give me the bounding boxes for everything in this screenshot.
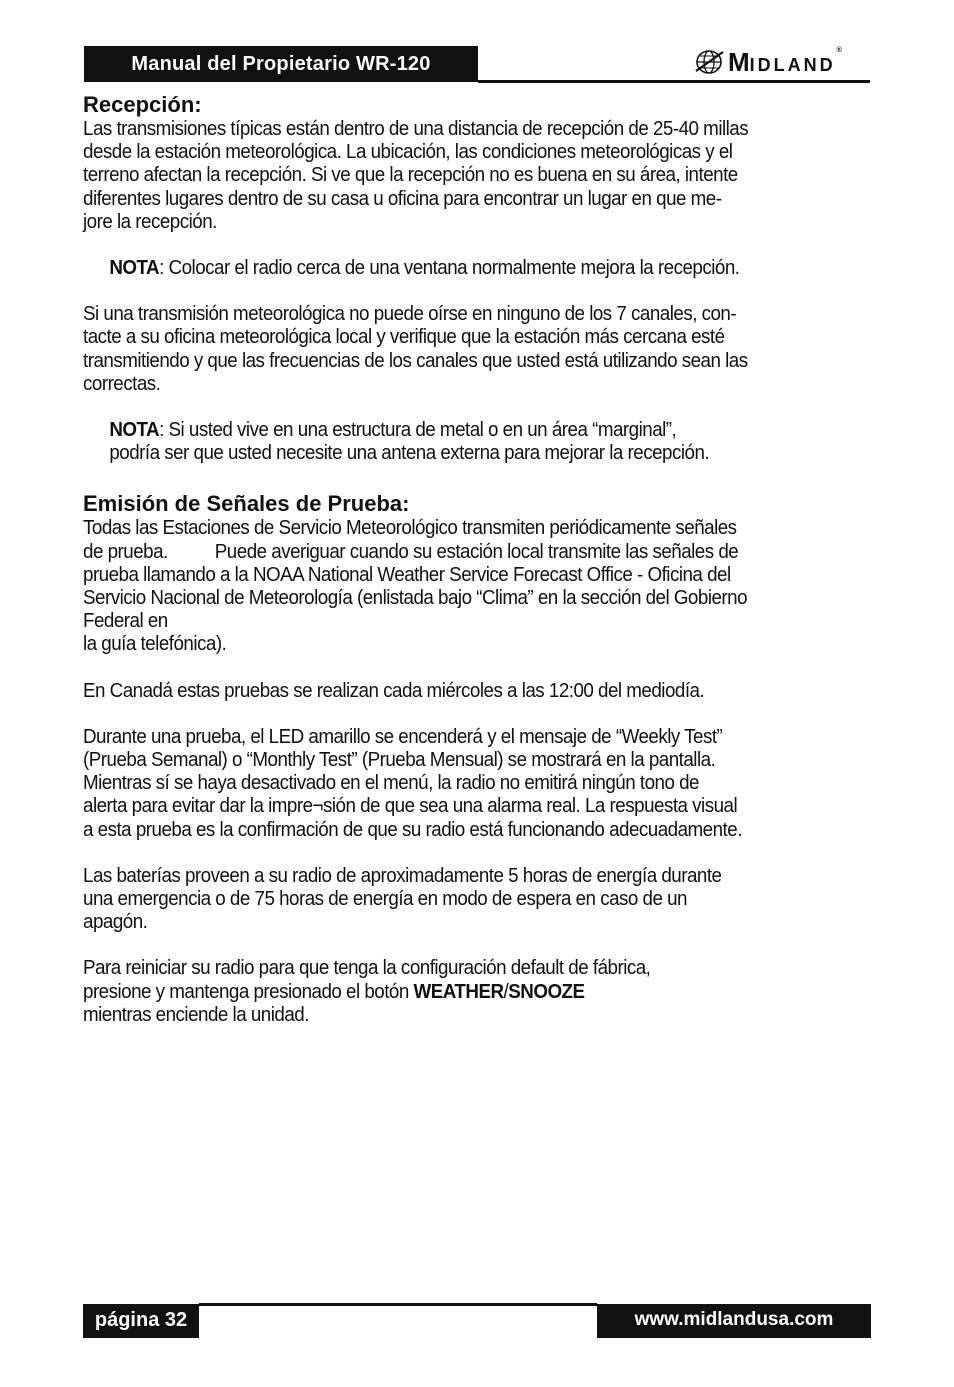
- reception-line-4: diferentes lugares dentro de su casa u oficina para encontrar un lugar en que me-: [83, 187, 722, 210]
- reception2-line-2: tacte a su oficina meteorológica local y verifique que la estación más cercana esté: [83, 326, 725, 349]
- note-2-line-1: NOTA: Si usted vive en una estructura de metal o en un área “marginal”,: [109, 419, 677, 442]
- reception-line-1: Las transmisiones típicas están dentro de una distancia de recepción de 25-40 millas: [83, 118, 749, 140]
- note-1: NOTA: Colocar el radio cerca de una ventana normalmente mejora la recepción.: [109, 257, 740, 280]
- section-heading-reception: Recepción:: [83, 92, 202, 117]
- test-line-4: Servicio Nacional de Meteorología (enlistada bajo “Clima” en la sección del Gobierno: [83, 587, 748, 610]
- reception-line-3: terreno afectan la recepción. Si ve que la recepción no es buena en su área, intente: [83, 164, 738, 187]
- during-line-1: Durante una prueba, el LED amarillo se encenderá y el mensaje de “Weekly Test”: [83, 725, 723, 748]
- globe-icon: [694, 47, 726, 77]
- during-line-3: Mientras sí se haya desactivado en el menú, la radio no emitirá ningún tono de: [83, 772, 699, 795]
- logo-text: MIDLAND®: [728, 46, 845, 77]
- during-line-2: (Prueba Semanal) o “Monthly Test” (Prueba Mensual) se mostrará en la pantalla.: [83, 749, 716, 772]
- note-label: NOTA: [109, 419, 160, 442]
- reset-line-3: mientras enciende la unidad.: [83, 1003, 309, 1026]
- batteries-line-3: apagón.: [83, 911, 148, 934]
- reception-line-5: jore la recepción.: [83, 210, 217, 233]
- reset-line-1: Para reiniciar su radio para que tenga la configuración default de fábrica,: [83, 957, 651, 980]
- during-line-5: a esta prueba es la confirmación de que su radio está funcionando adecuadamente.: [83, 818, 742, 841]
- header-rule: [478, 80, 870, 83]
- test-line-1: Todas las Estaciones de Servicio Meteorológico transmiten periódicamente señales: [83, 517, 737, 540]
- section-heading-test: Emisión de Señales de Prueba:: [83, 491, 410, 517]
- reception-line-2: desde la estación meteorológica. La ubicación, las condiciones meteorológicas y el: [83, 141, 733, 164]
- test-line-2: de prueba. Puede averiguar cuando su estación local transmite las señales de: [83, 540, 739, 563]
- reset-line-2: presione y mantenga presionado el botón WEATHER/SNOOZE: [83, 980, 585, 1003]
- reception2-line-1: Si una transmisión meteorológica no puede oírse en ninguno de los 7 canales, con-: [83, 303, 737, 326]
- batteries-line-1: Las baterías proveen a su radio de aproximadamente 5 horas de energía durante: [83, 864, 722, 887]
- canada-line: En Canadá estas pruebas se realizan cada miércoles a las 12:00 del mediodía.: [83, 679, 705, 702]
- snooze-button-label: SNOOZE: [508, 980, 585, 1003]
- batteries-line-2: una emergencia o de 75 horas de energía en modo de espera en caso de un: [83, 888, 688, 911]
- page-content: [83, 92, 875, 1027]
- header-title: Manual del Propietario WR-120: [84, 46, 478, 82]
- test-line-5: Federal en: [83, 610, 168, 633]
- footer-rule: [199, 1303, 597, 1306]
- reception2-line-4: correctas.: [83, 372, 161, 395]
- page-number: página 32: [83, 1304, 199, 1338]
- note-label: NOTA: [109, 257, 160, 280]
- test-line-6: la guía telefónica).: [83, 633, 227, 656]
- weather-button-label: WEATHER: [413, 980, 504, 1003]
- footer-url: www.midlandusa.com: [597, 1304, 871, 1338]
- reception2-line-3: transmitiendo y que las frecuencias de los canales que usted está utilizando sean las: [83, 349, 748, 372]
- midland-logo: [694, 46, 872, 78]
- test-line-3: prueba llamando a la NOAA National Weather Service Forecast Office - Oficina del: [83, 563, 731, 586]
- during-line-4: alerta para evitar dar la impre¬sión de que sea una alarma real. La respuesta visual: [83, 795, 738, 818]
- note-2-line-2: podría ser que usted necesite una antena externa para mejorar la recepción.: [109, 442, 710, 465]
